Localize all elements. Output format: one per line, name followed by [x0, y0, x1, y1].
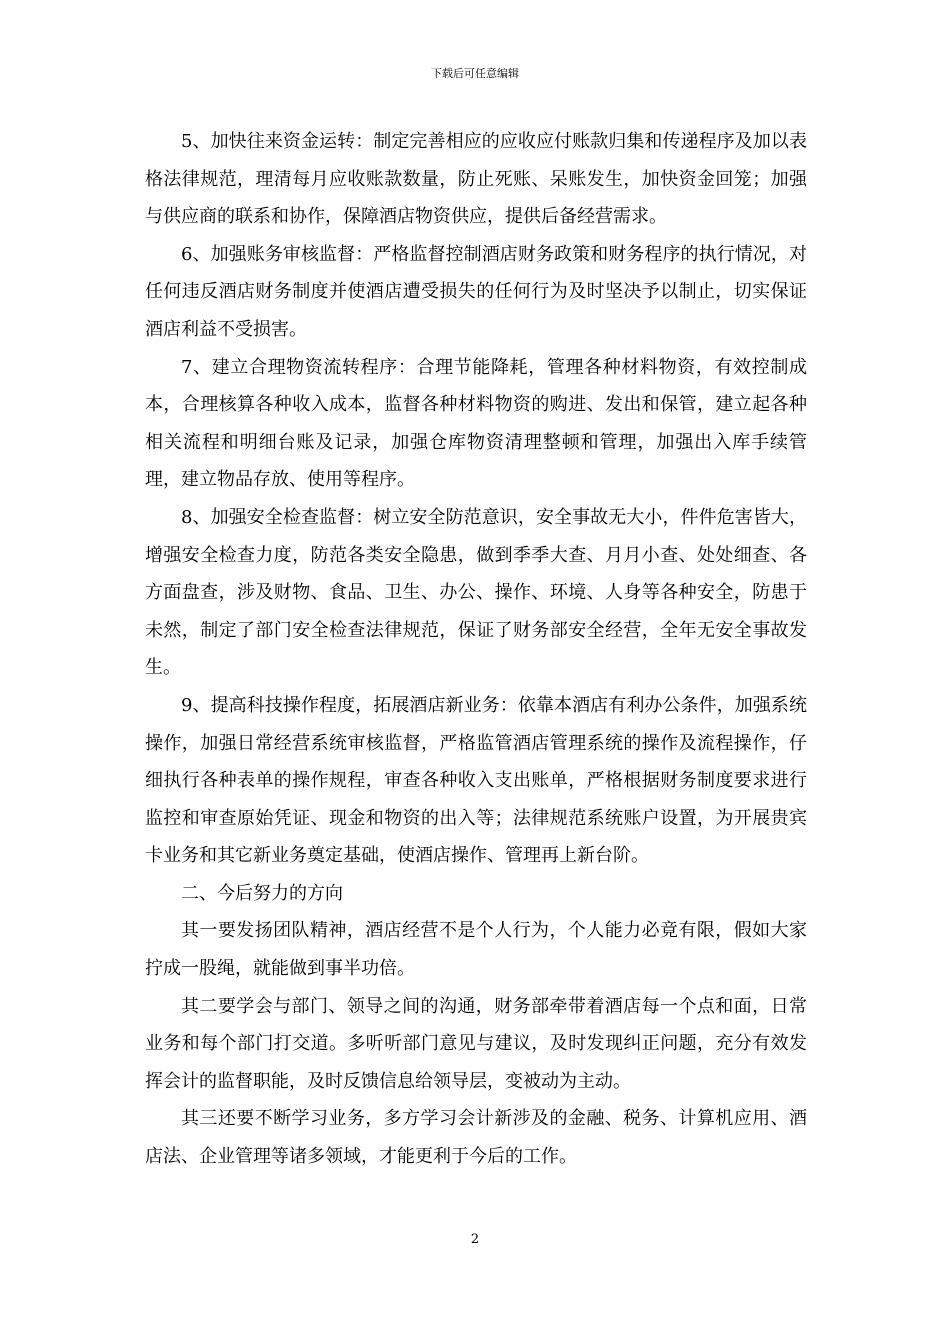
paragraph-item-5: 5、加快往来资金运转：制定完善相应的应收应付账款归集和传递程序及加以表格法律规范，理清每月应收账款数量，防止死账、呆账发生，加快资金回笼；加强与供应商的联系和协作，保障酒店物资供应，提供后备经营需求。 [145, 131, 807, 228]
paragraph-item-6: 6、加强账务审核监督：严格监督控制酒店财务政策和财务程序的执行情况，对任何违反酒店财务制度并使酒店遭受损失的任何行为及时坚决予以制止，切实保证酒店利益不受损害。 [145, 243, 807, 340]
paragraph-direction-1: 其一要发扬团队精神，酒店经营不是个人行为，个人能力必竟有限，假如大家拧成一股绳，就能做到事半功倍。 [145, 920, 807, 980]
paragraph-item-9: 9、提高科技操作程度，拓展酒店新业务：依靠本酒店有利办公条件，加强系统操作，加强日常经营系统审核监督，严格监管酒店管理系统的操作及流程操作，仔细执行各种表单的操作规程，审查各种收入支出账单，严格根据财务制度要求进行监控和审查原始凭证、现金和物资的出入等；法律规范系统账户设置，为开展贵宾卡业务和其它新业务奠定基础，使酒店操作、管理再上新台阶。 [145, 694, 807, 867]
paragraph-item-8: 8、加强安全检查监督：树立安全防范意识，安全事故无大小，件件危害皆大，增强安全检查力度，防范各类安全隐患，做到季季大查、月月小查、处处细查、各方面盘查，涉及财物、食品、卫生、办公、操作、环境、人身等各种安全，防患于未然，制定了部门安全检查法律规范，保证了财务部安全经营，全年无安全事故发生。 [145, 506, 807, 679]
page-number: 2 [470, 1232, 480, 1247]
paragraph-direction-2: 其二要学会与部门、领导之间的沟通，财务部牵带着酒店每一个点和面，日常业务和每个部门打交道。多听听部门意见与建议，及时发现纠正问题，充分有效发挥会计的监督职能，及时反馈信息给领导层，变被动为主动。 [145, 995, 807, 1092]
paragraph-item-7: 7、建立合理物资流转程序：合理节能降耗，管理各种材料物资，有效控制成本，合理核算各种收入成本，监督各种材料物资的购进、发出和保管，建立起各种相关流程和明细台账及记录，加强仓库物资清理整顿和管理，加强出入库手续管理，建立物品存放、使用等程序。 [145, 356, 807, 491]
document-body [145, 123, 807, 1176]
paragraph-direction-3: 其三还要不断学习业务，多方学习会计新涉及的金融、税务、计算机应用、酒店法、企业管理等诸多领域，才能更利于今后的工作。 [145, 1108, 807, 1168]
page-header: 下载后可任意编辑 [431, 67, 519, 80]
section-heading: 二、今后努力的方向 [181, 882, 343, 904]
